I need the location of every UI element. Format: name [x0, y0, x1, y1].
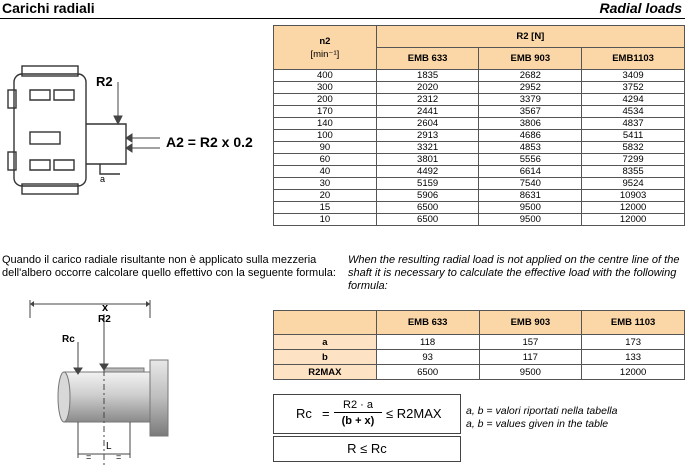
- col-header: EMB 903: [479, 48, 582, 70]
- load-cell: 9500: [479, 214, 582, 226]
- half-mark-left: =: [86, 452, 92, 462]
- table-row: [274, 166, 685, 178]
- formula-box-main: [273, 394, 461, 434]
- formula-denominator: (b + x): [341, 415, 375, 427]
- load-cell: 2952: [479, 82, 582, 94]
- speed-cell: 200: [274, 94, 377, 106]
- formula-lhs: Rc: [296, 406, 312, 421]
- col-header: EMB1103: [582, 48, 685, 70]
- load-cell: 2441: [376, 106, 479, 118]
- load-cell: 4853: [479, 142, 582, 154]
- load-cell: 2020: [376, 82, 479, 94]
- table-row: [274, 335, 685, 350]
- load-cell: 4686: [479, 130, 582, 142]
- load-cell: 5556: [479, 154, 582, 166]
- gearbox-diagram: [0, 60, 270, 200]
- dim-row-label: R2MAX: [274, 365, 377, 380]
- dim-cell: 12000: [582, 365, 685, 380]
- load-cell: 5906: [376, 190, 479, 202]
- table-row: [274, 154, 685, 166]
- dim-cell: 157: [479, 335, 582, 350]
- n2-unit: [min⁻¹]: [310, 48, 340, 60]
- speed-cell: 140: [274, 118, 377, 130]
- top-formula: A2 = R2 x 0.2: [166, 134, 253, 150]
- header-divider: [0, 18, 685, 19]
- dim-col-header: EMB 1103: [582, 311, 685, 335]
- load-cell: 4534: [582, 106, 685, 118]
- load-cell: 6500: [376, 202, 479, 214]
- load-cell: 2312: [376, 94, 479, 106]
- dim-row-label: a: [274, 335, 377, 350]
- speed-cell: 90: [274, 142, 377, 154]
- dim-cell: 118: [376, 335, 479, 350]
- load-cell: 3567: [479, 106, 582, 118]
- load-cell: 4294: [582, 94, 685, 106]
- speed-cell: 170: [274, 106, 377, 118]
- table-row: [274, 106, 685, 118]
- speed-cell: 20: [274, 190, 377, 202]
- load-cell: 7299: [582, 154, 685, 166]
- r2-header: R2 [N]: [376, 26, 684, 48]
- x-dimension-label: x: [102, 302, 109, 314]
- load-cell: 9500: [479, 202, 582, 214]
- n2-label: n2: [319, 35, 331, 47]
- note-it: a, b = valori riportati nella tabella: [466, 405, 618, 417]
- load-cell: 3409: [582, 70, 685, 82]
- table-row: [274, 190, 685, 202]
- dim-col-header: EMB 633: [376, 311, 479, 335]
- load-cell: 2604: [376, 118, 479, 130]
- load-cell: 3379: [479, 94, 582, 106]
- table-row: [274, 202, 685, 214]
- load-cell: 7540: [479, 178, 582, 190]
- r2-arrow-label: R2: [96, 74, 113, 89]
- speed-cell: 40: [274, 166, 377, 178]
- formula-box-secondary: R ≤ Rc: [273, 436, 461, 462]
- header-title-en: Radial loads: [599, 0, 682, 16]
- note-en: a, b = values given in the table: [466, 418, 609, 430]
- rc-label: Rc: [62, 334, 75, 345]
- table-row: [274, 178, 685, 190]
- r2-label: R2: [98, 314, 111, 325]
- load-cell: 3806: [479, 118, 582, 130]
- load-cell: 6614: [479, 166, 582, 178]
- load-cell: 9524: [582, 178, 685, 190]
- load-cell: 3801: [376, 154, 479, 166]
- paragraph-it: Quando il carico radiale risultante non è applicato sulla mezzeria dell'albero occorre calcolare quello effettivo con la seguente formula:: [2, 254, 336, 279]
- speed-cell: 100: [274, 130, 377, 142]
- formula-relation: ≤ R2MAX: [386, 406, 442, 421]
- formula-numerator: R2 · a: [334, 398, 382, 413]
- speed-cell: 60: [274, 154, 377, 166]
- paragraph-en: When the resulting radial load is not applied on the centre line of the shaft it is necessary to calculate the effective load with the following formula:: [348, 254, 680, 292]
- header-title-it: Carichi radiali: [2, 0, 95, 16]
- table-row: [274, 365, 685, 380]
- load-cell: 4837: [582, 118, 685, 130]
- dim-cell: 117: [479, 350, 582, 365]
- radial-load-table: [273, 25, 685, 226]
- load-cell: 6500: [376, 214, 479, 226]
- load-cell: 5832: [582, 142, 685, 154]
- table-row: [274, 214, 685, 226]
- load-cell: 5411: [582, 130, 685, 142]
- speed-cell: 10: [274, 214, 377, 226]
- load-cell: 2913: [376, 130, 479, 142]
- dim-row-label: b: [274, 350, 377, 365]
- table-row: [274, 82, 685, 94]
- dim-cell: 133: [582, 350, 685, 365]
- load-cell: 3752: [582, 82, 685, 94]
- load-cell: 4492: [376, 166, 479, 178]
- load-cell: 10903: [582, 190, 685, 202]
- load-cell: 12000: [582, 214, 685, 226]
- col-header: EMB 633: [376, 48, 479, 70]
- load-cell: 2682: [479, 70, 582, 82]
- n2-header: [274, 26, 377, 70]
- table-row: [274, 118, 685, 130]
- formula-eq: =: [322, 406, 330, 421]
- load-cell: 1835: [376, 70, 479, 82]
- dim-cell: 9500: [479, 365, 582, 380]
- speed-cell: 30: [274, 178, 377, 190]
- speed-cell: 300: [274, 82, 377, 94]
- dim-cell: 6500: [376, 365, 479, 380]
- table-row: [274, 94, 685, 106]
- shaft-diagram: [0, 288, 270, 466]
- speed-cell: 400: [274, 70, 377, 82]
- speed-cell: 15: [274, 202, 377, 214]
- dim-corner: [274, 311, 377, 335]
- table-row: [274, 350, 685, 365]
- dim-col-header: EMB 903: [479, 311, 582, 335]
- l-dimension-label: L: [106, 441, 112, 452]
- table-row: [274, 142, 685, 154]
- table-row: [274, 130, 685, 142]
- load-cell: 3321: [376, 142, 479, 154]
- load-cell: 5159: [376, 178, 479, 190]
- dimension-table: [273, 310, 685, 380]
- load-cell: 12000: [582, 202, 685, 214]
- table-row: [274, 70, 685, 82]
- load-cell: 8355: [582, 166, 685, 178]
- half-mark-right: =: [116, 452, 122, 462]
- load-cell: 8631: [479, 190, 582, 202]
- dim-cell: 93: [376, 350, 479, 365]
- dim-cell: 173: [582, 335, 685, 350]
- a-dimension-label: a: [100, 174, 106, 184]
